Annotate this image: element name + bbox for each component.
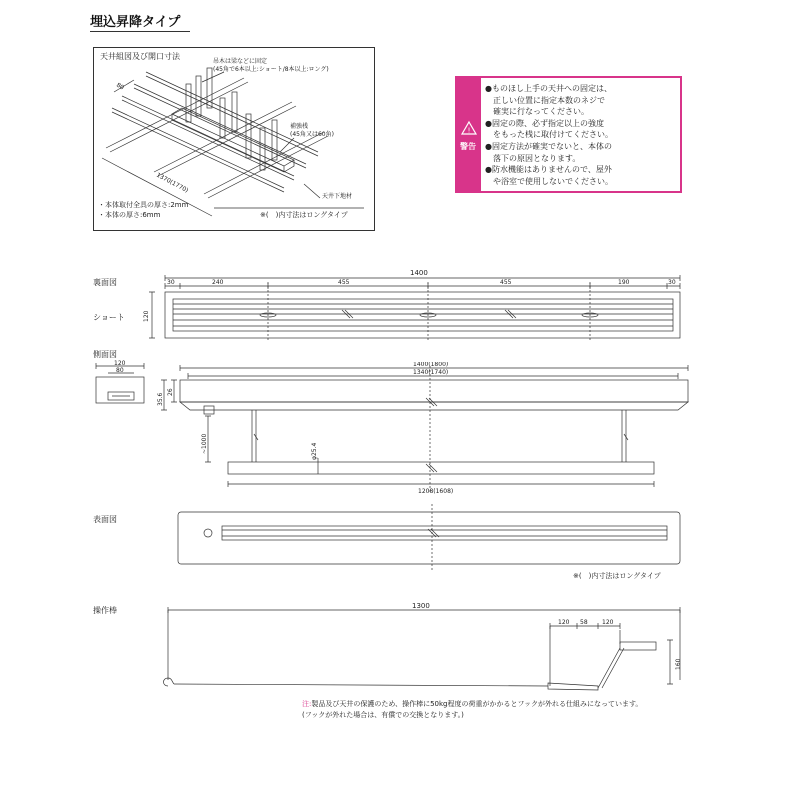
warning-line: や浴室で使用しないでください。 xyxy=(485,176,613,186)
reinforce-note-1: 補強桟 xyxy=(290,123,309,130)
back-view-drawing xyxy=(140,268,700,348)
warning-line: 落下の原因となります。 xyxy=(485,153,581,163)
warning-line: ●ものほし上手の天井への固定は、 xyxy=(485,84,612,93)
ceiling-frame-drawing xyxy=(94,48,374,230)
dim-rod-total: 1300 xyxy=(412,602,430,610)
operation-rod-drawing xyxy=(150,600,695,700)
dim-rod-58: 58 xyxy=(580,619,588,626)
warning-line: をもった桟に取付けてください。 xyxy=(485,130,613,140)
rod-note-2: (フックが外れた場合は、有償での交換となります。) xyxy=(302,711,464,719)
warning-text xyxy=(485,83,613,187)
dim-rod-160: 160 xyxy=(675,658,682,670)
title-underline xyxy=(90,31,190,32)
dim-inner-len: 1340(1740) xyxy=(413,369,449,376)
dim-455-b: 455 xyxy=(500,279,512,286)
dim-w120: 120 xyxy=(114,360,126,367)
dim-w80: 80 xyxy=(116,367,124,374)
ceiling-base-note: 天井下地材 xyxy=(322,193,353,200)
reinforce-note-2: (45角又は60角) xyxy=(290,131,334,138)
back-view-sub-label: ショート xyxy=(93,313,125,322)
dim-edge-right-30: 30 xyxy=(668,279,676,286)
spec-note-1: ・本体取付全具の厚さ:2mm xyxy=(98,201,189,209)
warning-line: ●固定の際、必ず指定以上の強度 xyxy=(485,118,604,128)
dim-h35-6: 35.6 xyxy=(157,392,164,406)
dim-1370: 1370(1770) xyxy=(155,171,190,195)
page-title: 埋込昇降タイプ xyxy=(90,15,181,30)
dim-drop-1000: ~1000 xyxy=(201,433,208,454)
front-long-note: ※( )内寸法はロングタイプ xyxy=(573,572,661,580)
warning-sidebar xyxy=(457,78,481,191)
side-cross-section xyxy=(90,360,150,420)
dim-top-len: 1400(1800) xyxy=(413,362,449,368)
back-view-label: 裏面図 xyxy=(93,278,117,287)
dim-rod-120-a: 120 xyxy=(558,619,570,626)
install-long-note: ※( )内寸法はロングタイプ xyxy=(260,211,348,219)
warning-line: 正しい位置に指定本数のネジで xyxy=(485,95,605,105)
dim-240: 240 xyxy=(212,279,224,286)
install-box-title: 天井組図及び開口寸法 xyxy=(100,52,180,61)
rod-note-label: 注: xyxy=(302,700,312,708)
dim-h26: 26 xyxy=(167,388,174,396)
front-view-drawing xyxy=(170,504,690,574)
warning-line: ●防水機能はありませんので、屋外 xyxy=(485,165,612,175)
svg-text:!: ! xyxy=(467,126,471,135)
warning-line: 確実に行なってください。 xyxy=(485,107,589,117)
warning-line: ●固定方法が確実でないと、本体の xyxy=(485,141,612,151)
warning-label: 警告 xyxy=(460,142,476,151)
operation-rod-label: 操作棒 xyxy=(93,606,117,615)
dim-bar-len: 1208(1608) xyxy=(418,488,454,495)
side-view-label: 側面図 xyxy=(93,350,117,359)
front-view-label: 表面図 xyxy=(93,515,117,524)
warning-box xyxy=(455,76,682,193)
dim-rod-120-b: 120 xyxy=(602,619,614,626)
dim-total-1400: 1400 xyxy=(410,269,428,277)
warning-triangle-icon xyxy=(457,78,481,191)
rod-note xyxy=(302,700,642,708)
rod-note-1: 製品及び天井の保護のため、操作棒に50kg程度の荷重がかかるとフックが外れる仕組みになっています。 xyxy=(311,700,643,708)
hanger-note-1: 吊木は梁などに固定 xyxy=(213,58,268,65)
hanger-note-2: (45角で6本以上:ショート/8本以上:ロング) xyxy=(213,66,329,73)
dim-455-a: 455 xyxy=(338,279,350,286)
dim-height-120: 120 xyxy=(143,310,150,322)
dim-80: 80 xyxy=(115,81,126,92)
side-view-drawing xyxy=(148,362,698,502)
spec-note-2: ・本体の厚さ:6mm xyxy=(98,211,161,219)
dim-190: 190 xyxy=(618,279,630,286)
ceiling-install-box xyxy=(93,47,375,231)
dim-edge-left-30: 30 xyxy=(167,279,175,286)
dim-pipe-dia: φ25.4 xyxy=(311,442,318,460)
